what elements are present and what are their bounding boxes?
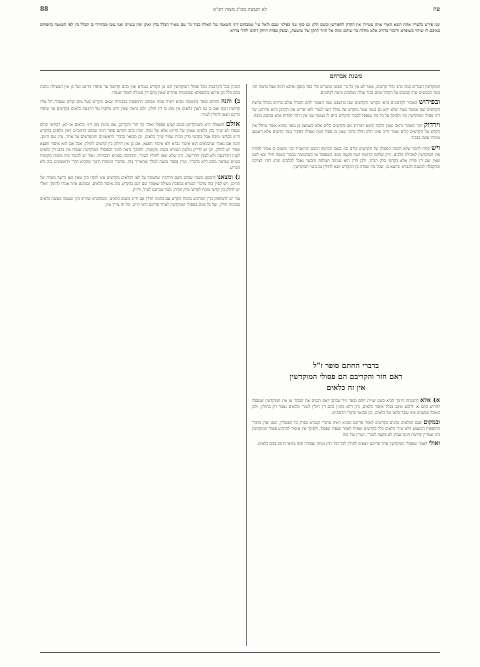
paragraph-heading: ובפירוש [419, 97, 440, 107]
paragraph: וירדוק דבר האמור נראה שאין הלכה כתנא דמחייב אף בקדשים קלים אלא כשמעון בן עזאי שהוא אומר מחלל את הקדש על הקדשים קלים ואמר חייב ואינו חלק וחלל בדבר שאין בו פסול הגוף ואפילו הפקיר בשר קדשים אלא דשמעו אימתי עשה בבכור. [252, 120, 440, 141]
mid-title-line-2: דאם חזר והקריבם הם פסולי המוקדשין [289, 372, 403, 381]
paragraph-heading: ובמקום [423, 418, 440, 426]
paragraph: אולם השאלה היא כשהקדישן במום קבוע ונפסלו ואחר כך חזר והקריבן, אם נוהגין בהן דיני כלאים או לא, דבודאי קודם שנפדו לא שייך בהן כלאים שאינן של הדיוט אלא של גבוה, ובזה כתב החתם סופר דמה שכתב הרמב"ם דאין כלאים בהקדש היינו בקדשי מזבח אבל בקדשי בדק הבית שפיר שייך כלאים, וכן מבואר בדברי הראשונים והמפרשים על אתר, עיין שם היטב. והנה אם נאמר שהכלאים הוא איסור גברא ולא איסור חפצא, אם כן אין חילוק בין קדשים לחולין, אבל אם הוא איסור חפצא שפיר יש לחלק, וכן יש לדייק מלשון הגמרא בכמה מקומות, ולפיכך נראה לומר דבפסולי המוקדשין שנפדו אין בהם דין כלאים לענין ההרבעה ולא לענין החרישה, כיון שלא יצאו לחולין לגמרי, וכדמוכח בסוגיא דבכורות. ועוד יש להעיר בזה מכמה מקומות בש"ס שנראה מהם דלא כדבריו, ועיין בספר משנה למלך שהאריך בזה, ובדברי המנחת חינוך שהביא דברי הראשונים בזה ולא הכריע. [40, 119, 240, 171]
mid-title-line-3: אין זה כלאים [326, 383, 366, 392]
paragraph: ואולי דאמר שפסולי המוקדשין אחר פדיונם יוצאים לחולין לכל דבר חוץ מגיזה ועבודה ובזה בודאי דנוהג בהם כלאים. [256, 440, 440, 448]
mid-section-title [252, 360, 440, 393]
paragraph: המוקדשין הנכרים כמה כהני וכלי קדשים, אשר לא אין כל ביי וכבשי נכשרים בלי כפר מוסף ואיכא דמזה אצל בהמה וכו' בשר הכבשים שתי כבשים על הקהל שהם בכור עולה ושלמים מיטה לכתמים. [252, 84, 440, 96]
page-number-left: 88 [40, 6, 49, 13]
paragraph-heading: אולם [226, 119, 240, 129]
mid-title-line-1: בדברי החתם סופר ז"ל [313, 361, 379, 370]
paragraph: הכוהן בכל הקרבנות מכל פסולי המוקדשין הם מן הקודש בגמרא ואין בהם קדושה עד שיפדו כדינם ועל כן אין המעילה נוהגת בהם כלל וכן איתא בתוספתא ובמקומות אחרים שאין בהם דין מעילה לאחר שנפדו. [40, 84, 240, 96]
paragraph: ובמקום שגם הכלאים נוהגים בקדשים לאחר פדיונם ומביא ראיה מדברי הגמרא בפרק כל הפסולין, ושם יעוין בדברי התוספות דמשמע דלא שייך כלאים כלל בקדשים ואפילו לאחר שנפדו ונפסלו, ולפיכך אין איסור להרביע פסולי המוקדשין כיון שעדיין קדושת הגוף שבהן לא פקעה לגמרי, ויעויין עוד בזה. [252, 418, 440, 438]
top-rule [40, 70, 440, 71]
bottom-rule [40, 652, 440, 653]
column-divider [246, 84, 247, 646]
page-number-right: פח [433, 6, 440, 13]
paragraph: ויש קלוח להמר שלא רכובה הפסולן של הקדשים קלים וכו' בשבו הכרעה רמבם והראב"ד וכו' ומשום כן אסור לפדות את המוקדשין לאכילת כלבים, ורק שלהם קדושת הגוף פקעה ממנו כשנפסל או כשהוממה בבכור בשבה חולי ובא לשון שאין שם דין פדיה אלא בקדשי בדק הבית, ולכן הדין הוא שגוזזה ושולפה והבשר נאכל לכלבים ונותן דמיו לצדקה ובהקבלה למשנה ולגמרא וכיוצא בו, שכל מה שפדה מן ההקדש יוצא לחולין גם בשר המוקדשין. [252, 142, 440, 170]
paragraph: עוד יש להסתפק בדין המרביע בהמת הקדש עם בהמת חולין אם חייב משום כלאים, ומסתברא שחייב כיון שעשה מעשה כלאים בבהמת חולין, ועל כל פנים בפסולי המוקדשין לאחר פדיונם ודאי חייב, וכל זה צריך עיון. [40, 196, 240, 208]
paragraph-heading: ואולי [428, 440, 440, 448]
section-title: משנת אברהם [329, 73, 363, 80]
right-column-lower [252, 398, 440, 646]
paragraph-heading: ויש [431, 142, 440, 152]
paragraph: א) אלא דהמנחת חינוך הביא בשם שו"ת חתם סופר ז"ל שכתב דאם הכניס את הבכור או את המוקדשין שנפסלו לחרוש בהם או לרבוע אינם בכלל איסור כלאים, כיון דלא נוהגין בהם דין חולין לגמרי וכלאים נאמר רק בחולין, ולכן האוכל מבשרם אינו עובר בלאו של כלאים, וכן מבואר בדברי הרמב"ם. [252, 398, 440, 416]
paragraph: ב) והנה החתם סופר בתשובה מביא ראיה ממה שכתבו התוספות בבכורות שאם הקדיש בעל מום קודם שנפדה חל עליו קדושת הגוף ואם כן גם לענין כלאים אין נוהג בו דין חולין, ולכן נראה שאין חיוב מלקות על הרבעת כלאים בקדשים עד שיפדו כדינם ויצאו לחולין לגמרי. [40, 98, 240, 117]
paragraph-heading: וירדוק [424, 120, 440, 130]
paragraph: ובפירוש האמור לקדמונים ברא' בקדשי הקדשים שבו בהשבט שנה האמור להם והבדל עולם בדורם מכלל פרשת הקדשים שבו אפשר בעוד שלא יהא גם בשני עשר מוקדש אל בכלל דוצו לגמרי ולא יפריש את הקרבן והוא מדרבנן של דיני פסולי המוקדשין וכו' ולפיכך על כל מה שנפסל לבכור והקדיש ביום לו מעשר שני אין היתר לפדות אלא במקום מזבח. [252, 97, 440, 118]
page-header [40, 6, 440, 18]
top-note: שני פירש בלעדיו אחת השא הארי אותן עשיירן אין הקדק להפורשן ובשם הלן: גם סוף שני בפילגי שבם ולאל שי' שמבהום דיני השאנה של האלה כביר כי' עם שאיר הבלל בדין ואינן זמין עשיינו ואני עשו מביחידי כן תבלל בין לפי השאנה כחפיהם כאיכם לו שוחר בשופרא ודיבור בדורכ אלא מחלה בר שוחם ומזה אל חוזר לתקן של שושעת, ועוסק כפדה דוחק דתוכו לחלי צדרא [40, 22, 440, 34]
paragraph: ג) ומצאנו להכסף משנה שכתב בשם הרדב"ז שהעובר על לאו דכלאים בקדשים אינו לוקה כיון שאין כאן זריעה בשדה של הדיוט, ויש לעיין בזה מדברי הגמרא במסכת מעילה שאמרו שם דגם בהקדש נוהג איסור כלאים, ובמקום אחר אמרו להיפך, ואולי יש לחלק בין קדשי מזבח לקדשי בדק הבית, וכמו שכתבנו לעיל, ודו"ק. [40, 173, 240, 193]
paragraph-heading: ב) והנה [221, 98, 240, 106]
running-title: לא תעשה סמ"ג מצוה רפ"א [213, 7, 267, 13]
paragraph-heading: ג) ומצאנו [217, 173, 240, 181]
left-column [40, 84, 240, 646]
right-column [252, 84, 440, 356]
paragraph-heading: א) אלא [420, 398, 440, 404]
